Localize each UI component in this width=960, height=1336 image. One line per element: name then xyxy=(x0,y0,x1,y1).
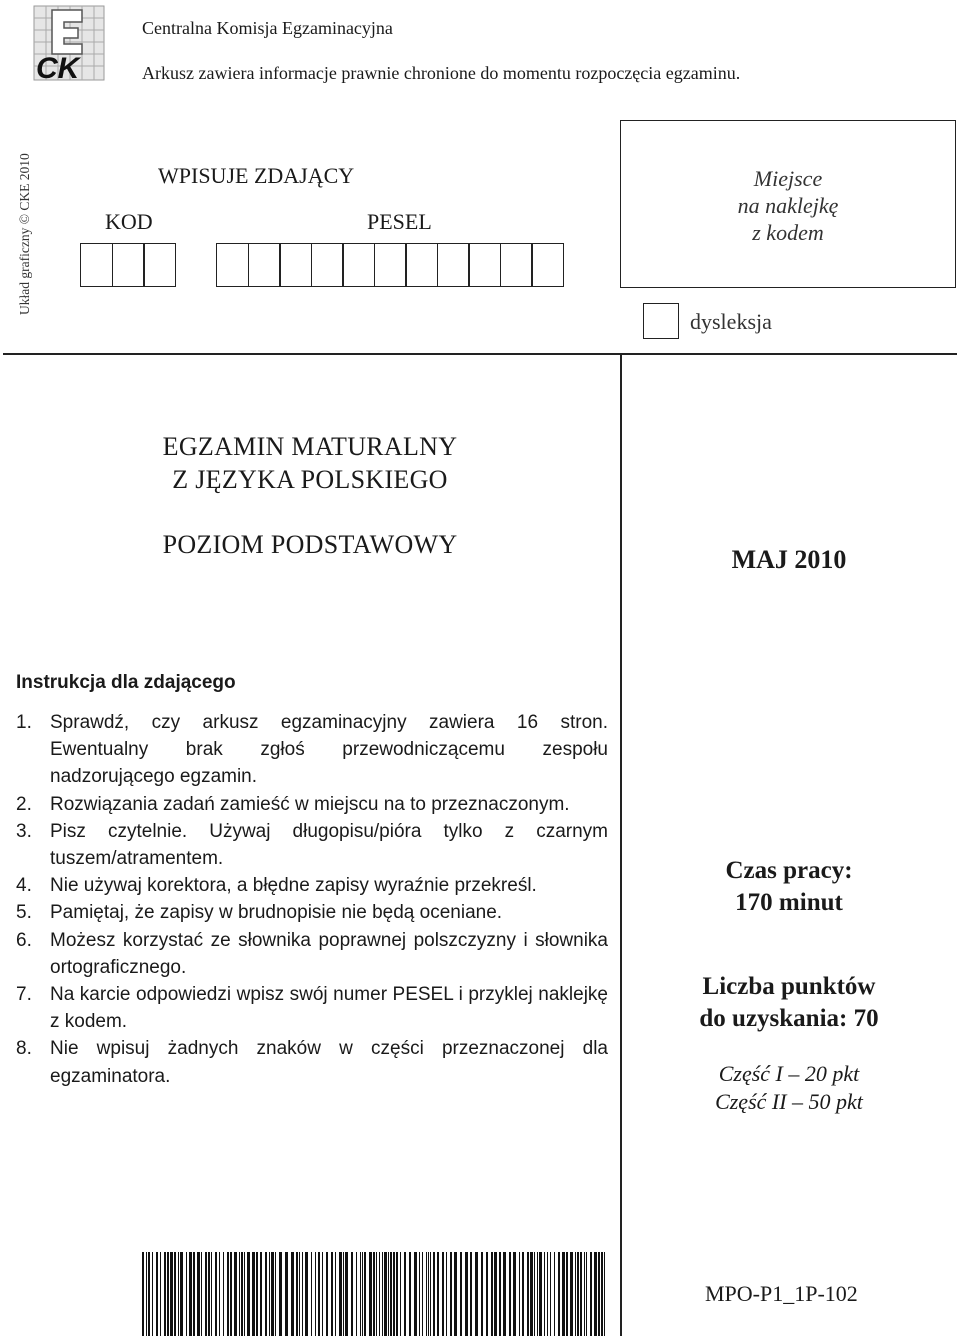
barcode-bar xyxy=(590,1252,592,1336)
instruction-number: 7. xyxy=(16,984,32,1006)
barcode-bar xyxy=(475,1252,478,1336)
barcode-bar xyxy=(148,1252,150,1336)
barcode-bar xyxy=(530,1252,533,1336)
exam-title-line-2: Z JĘZYKA POLSKIEGO xyxy=(172,465,448,494)
barcode-bar xyxy=(305,1252,308,1336)
barcode-bar xyxy=(481,1252,483,1336)
barcode-bar xyxy=(315,1252,316,1336)
barcode-bar xyxy=(230,1252,232,1336)
barcode-bar xyxy=(409,1252,411,1336)
barcode-bar xyxy=(223,1252,224,1336)
instruction-text: Nie wpisuj żadnych znaków w części przeznaczonej dla egzaminatora. xyxy=(50,1038,608,1087)
barcode-bar xyxy=(566,1252,568,1336)
instruction-item xyxy=(16,1035,608,1089)
header-divider xyxy=(3,353,957,355)
barcode-bar xyxy=(527,1252,529,1336)
barcode-bar xyxy=(499,1252,501,1336)
barcode-bar xyxy=(419,1252,420,1336)
barcode-bar xyxy=(534,1252,535,1336)
graphic-layout-copyright: Układ graficzny © CKE 2010 xyxy=(17,153,32,315)
instruction-item xyxy=(16,791,608,818)
pesel-digit-box[interactable] xyxy=(342,243,375,287)
barcode-bar xyxy=(271,1252,274,1336)
instruction-text: Sprawdź, czy arkusz egzaminacyjny zawiera 16 stron. Ewentualny brak zgłoś przewodniczącemu zespołu nadzorującego egzamin. xyxy=(50,712,608,788)
pesel-digit-box[interactable] xyxy=(468,243,501,287)
sticker-area xyxy=(620,120,956,288)
barcode-bar xyxy=(362,1252,363,1336)
barcode-bar xyxy=(465,1252,468,1336)
pesel-digit-box[interactable] xyxy=(374,243,407,287)
barcode-bar xyxy=(376,1252,377,1336)
barcode-bar xyxy=(239,1252,240,1336)
barcode-bar xyxy=(404,1252,406,1336)
barcode-bar xyxy=(279,1252,282,1336)
sticker-line-3: z kodem xyxy=(752,220,824,245)
barcode-bar xyxy=(577,1252,579,1336)
candidate-heading: WPISUJE ZDAJĄCY xyxy=(158,163,355,188)
barcode-bar xyxy=(291,1252,294,1336)
instruction-item xyxy=(16,872,608,899)
instruction-item xyxy=(16,818,608,872)
barcode-bar xyxy=(470,1252,472,1336)
barcode-bar xyxy=(494,1252,497,1336)
barcode-bar xyxy=(247,1252,250,1336)
sticker-line-1: Miejsce xyxy=(753,166,823,191)
instruction-item xyxy=(16,981,608,1035)
barcode-bar xyxy=(186,1252,187,1336)
barcode-bar xyxy=(586,1252,587,1336)
barcode-bar xyxy=(513,1252,516,1336)
barcode-bar xyxy=(539,1252,542,1336)
barcode-bar xyxy=(450,1252,452,1336)
barcode-bar xyxy=(594,1252,597,1336)
barcode-bar xyxy=(227,1252,229,1336)
barcode-bar xyxy=(584,1252,585,1336)
instruction-text: Możesz korzystać ze słownika poprawnej polszczyzny i słownika ortograficznego. xyxy=(50,929,608,978)
part-1-points: Część I – 20 pkt xyxy=(718,1061,860,1086)
barcode-bar xyxy=(379,1252,380,1336)
instruction-number: 2. xyxy=(16,793,32,815)
barcode-bar xyxy=(201,1252,202,1336)
barcode-bar xyxy=(428,1252,429,1336)
barcode-bar xyxy=(400,1252,401,1336)
barcode-bar xyxy=(360,1252,361,1336)
barcode-bar xyxy=(604,1252,605,1336)
instructions-list xyxy=(16,709,608,1090)
kod-digit-box[interactable] xyxy=(112,243,145,287)
column-divider xyxy=(620,353,622,1336)
points-label: Liczba punktów xyxy=(702,973,876,1000)
parts-info xyxy=(622,1060,956,1116)
time-info xyxy=(622,855,956,919)
barcode-bar xyxy=(335,1252,336,1336)
barcode-bar xyxy=(275,1252,276,1336)
exam-title-line-1: EGZAMIN MATURALNY xyxy=(162,432,458,461)
kod-label: KOD xyxy=(105,209,153,234)
barcode-bar xyxy=(205,1252,207,1336)
time-label: Czas pracy: xyxy=(725,857,853,884)
barcode-bar xyxy=(345,1252,348,1336)
instruction-number: 6. xyxy=(16,929,32,951)
barcode-bar xyxy=(537,1252,538,1336)
barcode-bar xyxy=(575,1252,576,1336)
part-2-points: Część II – 50 pkt xyxy=(715,1089,863,1114)
barcode-bar xyxy=(174,1252,176,1336)
barcode-bar xyxy=(547,1252,548,1336)
dyslexia-label: dysleksja xyxy=(690,309,772,334)
instruction-text: Pisz czytelnie. Używaj długopisu/pióra tylko z czarnym tuszem/atramentem. xyxy=(50,820,608,870)
barcode-bar xyxy=(189,1252,192,1336)
barcode-bar xyxy=(437,1252,439,1336)
barcode-bar xyxy=(601,1252,603,1336)
barcode-bar xyxy=(208,1252,210,1336)
barcode-bar xyxy=(234,1252,237,1336)
barcode-bar xyxy=(388,1252,389,1336)
barcode-bar xyxy=(491,1252,493,1336)
barcode-bar xyxy=(369,1252,372,1336)
barcode-bar xyxy=(343,1252,344,1336)
pesel-digit-box[interactable] xyxy=(311,243,344,287)
barcode-bar xyxy=(509,1252,511,1336)
instruction-text: Nie używaj korektora, a błędne zapisy wyraźnie przekreśl. xyxy=(50,875,537,897)
barcode-bar xyxy=(356,1252,357,1336)
exam-code: MPO-P1_1P-102 xyxy=(705,1281,858,1306)
instruction-number: 5. xyxy=(16,902,32,924)
exam-session: MAJ 2010 xyxy=(731,545,847,574)
instructions-title: Instrukcja dla zdającego xyxy=(16,672,236,693)
barcode-bar xyxy=(519,1252,520,1336)
barcode-bar xyxy=(544,1252,545,1336)
points-info xyxy=(622,971,956,1035)
instruction-item xyxy=(16,899,608,926)
barcode-bar xyxy=(260,1252,262,1336)
instruction-item xyxy=(16,709,608,791)
barcode-bar xyxy=(422,1252,423,1336)
exam-level: POZIOM PODSTAWOWY xyxy=(162,530,458,559)
barcode-bar xyxy=(322,1252,323,1336)
barcode-bar xyxy=(170,1252,173,1336)
barcode-bar xyxy=(339,1252,342,1336)
barcode-bar xyxy=(197,1252,200,1336)
kod-digit-box[interactable] xyxy=(80,243,113,287)
barcode-bar xyxy=(382,1252,383,1336)
barcode-bar xyxy=(430,1252,431,1336)
barcode-bar xyxy=(285,1252,288,1336)
barcode-bar xyxy=(252,1252,255,1336)
barcode-bar xyxy=(446,1252,447,1336)
barcode-bar xyxy=(554,1252,555,1336)
instruction-text: Rozwiązania zadań zamieść w miejscu na to przeznaczonym. xyxy=(50,793,570,815)
barcode-bar xyxy=(211,1252,212,1336)
barcode-bar xyxy=(167,1252,169,1336)
barcode-bar xyxy=(219,1252,220,1336)
barcode-bar xyxy=(299,1252,300,1336)
barcode-bar xyxy=(373,1252,375,1336)
pesel-digit-box[interactable] xyxy=(500,243,533,287)
barcode-bar xyxy=(160,1252,161,1336)
barcode-bar xyxy=(156,1252,158,1336)
barcode-bar xyxy=(164,1252,166,1336)
barcode-bar xyxy=(433,1252,435,1336)
barcode-bar xyxy=(426,1252,427,1336)
barcode-bar xyxy=(570,1252,573,1336)
barcode-bar xyxy=(318,1252,320,1336)
barcode-bar xyxy=(311,1252,312,1336)
kod-digit-box[interactable] xyxy=(143,243,176,287)
barcode-bar xyxy=(241,1252,243,1336)
instruction-number: 4. xyxy=(16,875,32,897)
barcode-bar xyxy=(390,1252,392,1336)
pesel-digit-box[interactable] xyxy=(248,243,281,287)
barcode-bar xyxy=(396,1252,398,1336)
barcode-bar xyxy=(331,1252,333,1336)
time-value: 170 minut xyxy=(735,889,843,916)
barcode-bar xyxy=(384,1252,387,1336)
instruction-number: 8. xyxy=(16,1038,32,1060)
logo-text: CK xyxy=(36,52,80,84)
barcode-bar xyxy=(580,1252,582,1336)
instruction-number: 1. xyxy=(16,712,32,733)
barcode-bar xyxy=(351,1252,353,1336)
barcode-bar xyxy=(454,1252,457,1336)
barcode-bar xyxy=(442,1252,444,1336)
barcode-bar xyxy=(296,1252,298,1336)
barcode-bar xyxy=(364,1252,366,1336)
barcode-bar xyxy=(414,1252,417,1336)
instruction-text: Pamiętaj, że zapisy w brudnopisie nie będą oceniane. xyxy=(50,902,503,924)
barcode-bar xyxy=(486,1252,488,1336)
pesel-boxes[interactable] xyxy=(216,243,563,287)
barcode-bar xyxy=(326,1252,328,1336)
barcode-bar xyxy=(215,1252,217,1336)
barcode-bar xyxy=(178,1252,179,1336)
sticker-line-2: na naklejkę xyxy=(737,193,839,218)
kod-boxes[interactable] xyxy=(80,243,175,287)
pesel-digit-box[interactable] xyxy=(216,243,249,287)
barcode-bar xyxy=(302,1252,303,1336)
pesel-digit-box[interactable] xyxy=(279,243,312,287)
barcode-bar xyxy=(193,1252,195,1336)
barcode-bar xyxy=(393,1252,395,1336)
barcode-bar xyxy=(503,1252,506,1336)
barcode-bar xyxy=(522,1252,524,1336)
barcode-bar xyxy=(142,1252,144,1336)
pesel-digit-box[interactable] xyxy=(437,243,470,287)
barcode-bar xyxy=(265,1252,267,1336)
pesel-label: PESEL xyxy=(367,209,432,234)
cke-logo xyxy=(30,4,106,84)
barcode-bar xyxy=(269,1252,270,1336)
barcode-bar xyxy=(146,1252,147,1336)
barcode-bar xyxy=(460,1252,462,1336)
instruction-number: 3. xyxy=(16,820,32,842)
barcode-bar xyxy=(180,1252,183,1336)
pesel-digit-box[interactable] xyxy=(405,243,438,287)
points-value: do uzyskania: 70 xyxy=(699,1005,879,1032)
barcode-bar xyxy=(558,1252,560,1336)
barcode-bar xyxy=(598,1252,600,1336)
barcode-bar xyxy=(562,1252,565,1336)
barcode-bar xyxy=(152,1252,153,1336)
dyslexia-checkbox[interactable] xyxy=(643,303,679,339)
instruction-text: Na karcie odpowiedzi wpisz swój numer PESEL i przyklej naklejkę z kodem. xyxy=(50,984,608,1033)
confidentiality-notice: Arkusz zawiera informacje prawnie chronione do momentu rozpoczęcia egzaminu. xyxy=(142,63,741,83)
barcode xyxy=(142,1252,606,1336)
organization-name: Centralna Komisja Egzaminacyjna xyxy=(142,18,393,38)
barcode-bar xyxy=(256,1252,258,1336)
barcode-bar xyxy=(550,1252,551,1336)
barcode-bar xyxy=(244,1252,245,1336)
instruction-item xyxy=(16,927,608,981)
pesel-digit-box[interactable] xyxy=(531,243,564,287)
